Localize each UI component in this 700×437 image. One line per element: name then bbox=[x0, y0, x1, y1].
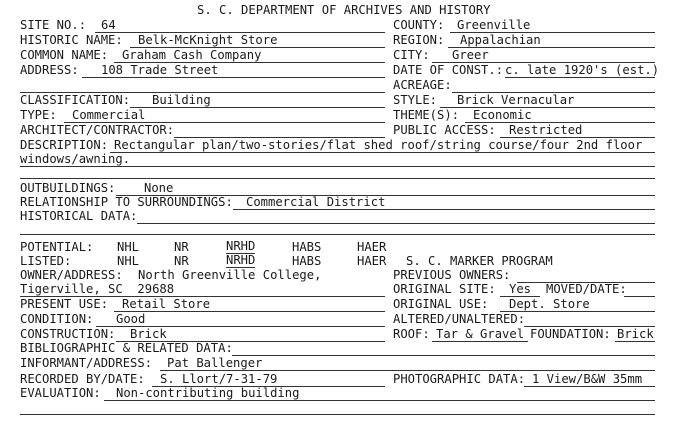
evaluation-line bbox=[104, 400, 655, 401]
listed-nhl: NHL bbox=[117, 254, 140, 268]
informant-value: Pat Ballenger bbox=[167, 356, 263, 370]
recorded-by-label: RECORDED BY/DATE: bbox=[20, 372, 145, 386]
relationship-value: Commercial District bbox=[246, 195, 386, 209]
potential-haer: HAER bbox=[357, 240, 387, 254]
photographic-value: 1 View/B&W 35mm bbox=[532, 372, 643, 386]
county-label: COUNTY: bbox=[393, 18, 445, 32]
present-use-value: Retail Store bbox=[122, 297, 211, 311]
outbuildings-label: OUTBUILDINGS: bbox=[20, 181, 116, 195]
themes-label: THEME(S): bbox=[393, 108, 460, 122]
description-label: DESCRIPTION: bbox=[20, 138, 109, 152]
relationship-line bbox=[233, 209, 655, 210]
style-value: Brick Vernacular bbox=[457, 93, 575, 107]
architect-label: ARCHITECT/CONTRACTOR: bbox=[20, 123, 175, 137]
relationship-label: RELATIONSHIP TO SURROUNDINGS: bbox=[20, 195, 233, 209]
evaluation-label: EVALUATION: bbox=[20, 386, 101, 400]
county-value: Greenville bbox=[457, 18, 531, 32]
historic-name-label: HISTORIC NAME: bbox=[20, 33, 123, 47]
city-label: CITY: bbox=[393, 48, 430, 62]
classification-label: CLASSIFICATION: bbox=[20, 93, 131, 107]
style-label: STYLE: bbox=[393, 93, 438, 107]
date-const-value: c. late 1920's (est.) bbox=[505, 63, 660, 77]
public-access-value: Restricted bbox=[509, 123, 583, 137]
altered-label: ALTERED/UNALTERED: bbox=[393, 312, 526, 326]
historical-data-line-2 bbox=[20, 234, 655, 235]
photographic-label: PHOTOGRAPHIC DATA: bbox=[393, 372, 526, 386]
type-label: TYPE: bbox=[20, 108, 57, 122]
address-line bbox=[82, 77, 385, 78]
public-access-label: PUBLIC ACCESS: bbox=[393, 123, 496, 137]
description-underline-2 bbox=[20, 166, 655, 167]
region-value: Appalachian bbox=[460, 33, 541, 47]
description-line-2: windows/awning. bbox=[20, 152, 131, 166]
section-divider-2 bbox=[20, 178, 655, 179]
themes-value: Economic bbox=[473, 108, 532, 122]
acreage-label: ACREAGE: bbox=[393, 78, 452, 92]
previous-owners-label: PREVIOUS OWNERS: bbox=[393, 268, 511, 282]
informant-label: INFORMANT/ADDRESS: bbox=[20, 356, 153, 370]
listed-label: LISTED: bbox=[20, 254, 72, 268]
original-use-value: Dept. Store bbox=[509, 297, 590, 311]
roof-label: ROOF: bbox=[393, 327, 430, 341]
potential-nr: NR bbox=[174, 240, 189, 254]
listed-nr: NR bbox=[174, 254, 189, 268]
common-name-label: COMMON NAME: bbox=[20, 48, 109, 62]
historical-data-label: HISTORICAL DATA: bbox=[20, 209, 138, 223]
roof-line bbox=[432, 341, 528, 342]
owner-line-2: Tigerville, SC 29688 bbox=[20, 282, 175, 296]
site-no-label: SITE NO.: bbox=[20, 18, 87, 32]
potential-habs: HABS bbox=[292, 240, 322, 254]
address-label: ADDRESS: bbox=[20, 63, 79, 77]
historic-name-value: Belk-McKnight Store bbox=[138, 33, 278, 47]
potential-nrhd: NRHD bbox=[226, 239, 256, 253]
date-const-line bbox=[505, 77, 655, 78]
condition-value: Good bbox=[116, 312, 146, 326]
potential-nhl: NHL bbox=[117, 240, 140, 254]
region-label: REGION: bbox=[393, 33, 445, 47]
listed-haer: HAER bbox=[357, 254, 387, 268]
original-site-label: ORIGINAL SITE: bbox=[393, 282, 496, 296]
site-no-value: 64 bbox=[101, 18, 116, 32]
foundation-value: Brick bbox=[617, 327, 654, 341]
photographic-line bbox=[524, 386, 655, 387]
outbuildings-value: None bbox=[144, 181, 174, 195]
owner-label: OWNER/ADDRESS: bbox=[20, 268, 123, 282]
address-value: 108 Trade Street bbox=[101, 63, 219, 77]
construction-label: CONSTRUCTION: bbox=[20, 327, 116, 341]
listed-habs: HABS bbox=[292, 254, 322, 268]
date-const-label: DATE OF CONST.: bbox=[393, 63, 504, 77]
condition-label: CONDITION: bbox=[20, 312, 94, 326]
present-use-line bbox=[114, 311, 385, 312]
original-site-value: Yes bbox=[509, 282, 532, 296]
type-value: Commercial bbox=[72, 108, 146, 122]
original-use-label: ORIGINAL USE: bbox=[393, 297, 489, 311]
owner-line-1: North Greenville College, bbox=[138, 268, 322, 282]
present-use-label: PRESENT USE: bbox=[20, 297, 109, 311]
roof-value: Tar & Gravel bbox=[436, 327, 525, 341]
potential-label: POTENTIAL: bbox=[20, 240, 94, 254]
construction-value: Brick bbox=[130, 327, 167, 341]
classification-value: Building bbox=[152, 93, 211, 107]
marker-program-heading: S. C. MARKER PROGRAM bbox=[406, 254, 553, 268]
common-name-value: Graham Cash Company bbox=[122, 48, 262, 62]
moved-date-line bbox=[624, 296, 655, 297]
classification-line bbox=[130, 107, 385, 108]
bibliographic-label: BIBLIOGRAPHIC & RELATED DATA: bbox=[20, 341, 233, 355]
moved-date-label: MOVED/DATE: bbox=[546, 282, 627, 296]
description-line-1: Rectangular plan/two-stories/flat shed roof/string course/four 2nd floor bbox=[114, 138, 643, 152]
form-title: S. C. DEPARTMENT OF ARCHIVES AND HISTORY bbox=[197, 3, 491, 17]
evaluation-value: Non-contributing building bbox=[116, 386, 300, 400]
description-underline-1 bbox=[110, 152, 655, 153]
city-value: Greer bbox=[452, 48, 489, 62]
recorded-by-value: S. Llort/7-31-79 bbox=[160, 372, 278, 386]
evaluation-line-2 bbox=[20, 414, 655, 415]
foundation-line bbox=[615, 341, 655, 342]
historical-data-line bbox=[137, 223, 655, 224]
listed-nrhd: NRHD bbox=[226, 253, 256, 267]
bibliographic-line bbox=[232, 355, 655, 356]
foundation-label: FOUNDATION: bbox=[530, 327, 611, 341]
informant-line bbox=[160, 370, 655, 371]
